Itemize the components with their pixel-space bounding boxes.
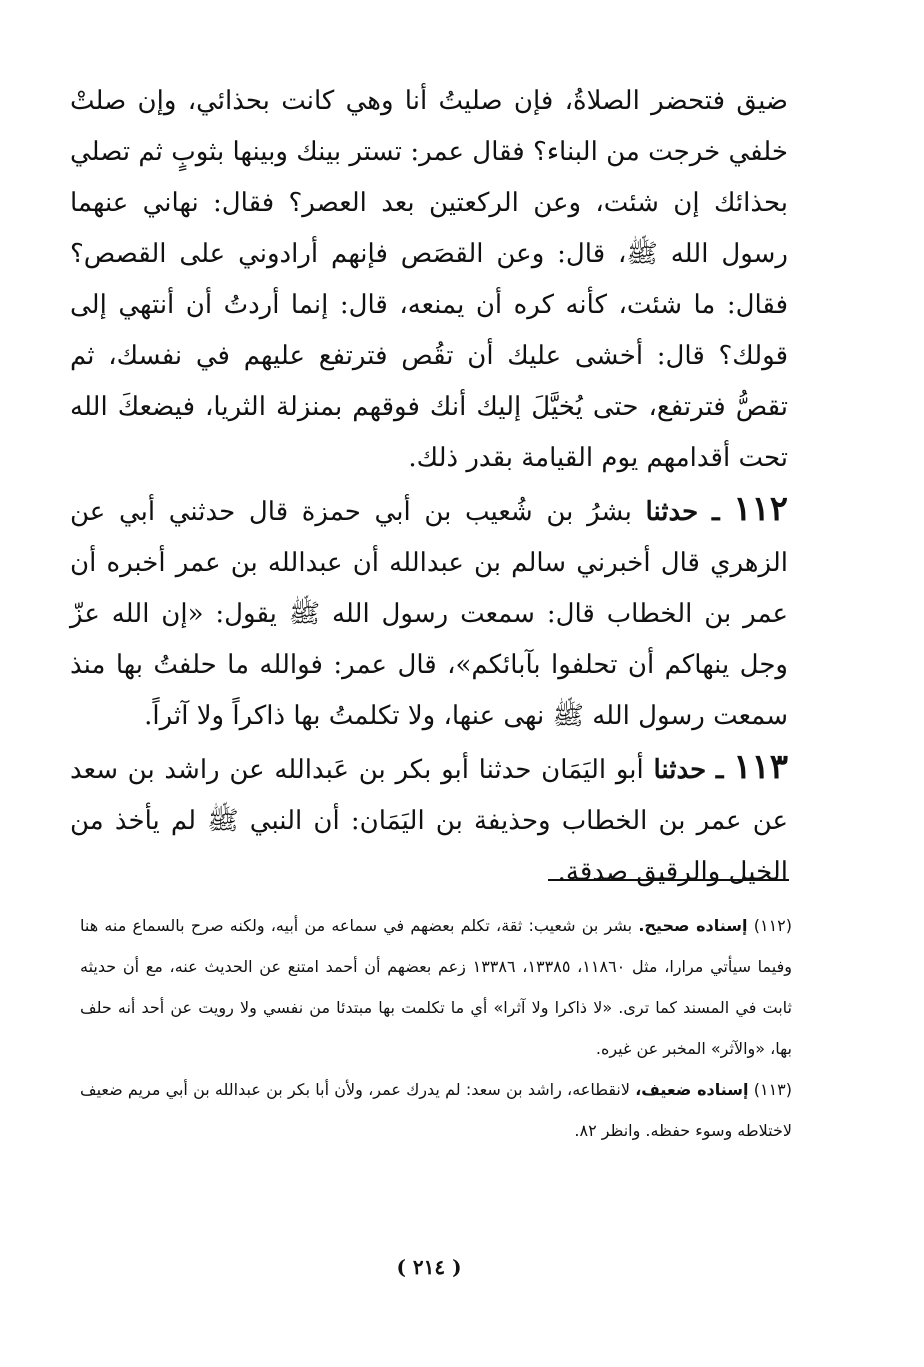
footnotes-block <box>80 905 792 1151</box>
hadith-text: بشرُ بن شُعيب بن أبي حمزة قال حدثني أبي عن الزهري قال أخبرني سالم بن عبدالله أن عبدالله بن عمر أخبره أن عمر بن الخطاب قال: سمعت رسول الله ﷺ يقول: «إن الله عزّ وجل ينهاكم أن تحلفوا بآبائكم»، قال عمر: فوالله ما حلفتُ بها منذ سمعت رسول الله ﷺ نهى عنها، ولا تكلمتُ بها ذاكراً ولا آثراً. <box>70 497 788 731</box>
paragraph-hadith-112 <box>70 484 788 742</box>
hadith-number: ١١٣ <box>733 747 788 787</box>
paragraph-hadith-111-continuation <box>70 76 788 484</box>
hadith-number: ١١٢ <box>733 489 789 529</box>
hadith-dash: ـ <box>715 755 724 785</box>
footnote-ref: (١١٢) <box>753 916 792 935</box>
footnote-112 <box>80 905 792 1069</box>
footnote-label: إسناده ضعيف، <box>635 1080 749 1099</box>
paragraph-text: ضيق فتحضر الصلاةُ، فإن صليتُ أنا وهي كانت بحذائي، وإن صلتْ خلفي خرجت من البناء؟ فقال عمر: تستر بينك وبينها بثوبٍ ثم تصلي بحذائك إن شئت، وعن الركعتين بعد العصر؟ فقال: نهاني عنهما رسول الله ﷺ، قال: وعن القصَص فإنهم أرادوني على القصص؟ فقال: ما شئت، كأنه كره أن يمنعه، قال: إنما أردتُ أن أنتهي إلى قولك؟ قال: أخشى عليك أن تقُص فترتفع عليهم في نفسك، ثم تقصُّ فترتفع، حتى يُخيَّلَ إليك أنك فوقهم بمنزلة الثريا، فيضعكَ الله تحت أقدامهم يوم القيامة بقدر ذلك. <box>70 86 788 473</box>
hadith-lead-word: حدثنا <box>645 497 699 527</box>
footnote-label: إسناده صحيح. <box>638 916 748 935</box>
paragraph-hadith-113 <box>70 742 788 898</box>
page-number: ( ٢١٤ ) <box>396 1255 462 1279</box>
footnote-divider <box>548 879 789 881</box>
hadith-lead-word: حدثنا <box>653 755 707 785</box>
hadith-text: أبو اليَمَان حدثنا أبو بكر بن عَبدالله عن راشد بن سعد عن عمر بن الخطاب وحذيفة بن اليَمَان: أن النبي ﷺ لم يأخذ من الخيل والرقيق صدقة. <box>70 755 788 887</box>
hadith-dash: ـ <box>711 497 720 527</box>
main-text-block <box>70 76 788 898</box>
footnote-113 <box>80 1069 792 1151</box>
footnote-text: لانقطاعه، راشد بن سعد: لم يدرك عمر، ولأن أبا بكر بن عبدالله بن أبي مريم ضعيف لاختلاطه وسوء حفظه. وانظر ٨٢. <box>80 1080 792 1140</box>
footnote-text: بشر بن شعيب: ثقة، تكلم بعضهم في سماعه من أبيه، ولكنه صرح بالسماع منه هنا وفيما سيأتي مرارا، مثل ١١٨٦٠، ١٣٣٨٥، ١٣٣٨٦ زعم بعضهم أن أحمد امتنع عن الحديث عنه، مع أن حديثه ثابت في المسند كما ترى. «لا ذاكرا ولا آثرا» أي ما تكلمت بها مبتدئا من نفسي ولا رويت عن أحد أنه حلف بها، «والآثر» المخبر عن غيره. <box>80 916 793 1058</box>
footnote-ref: (١١٣) <box>753 1080 792 1099</box>
